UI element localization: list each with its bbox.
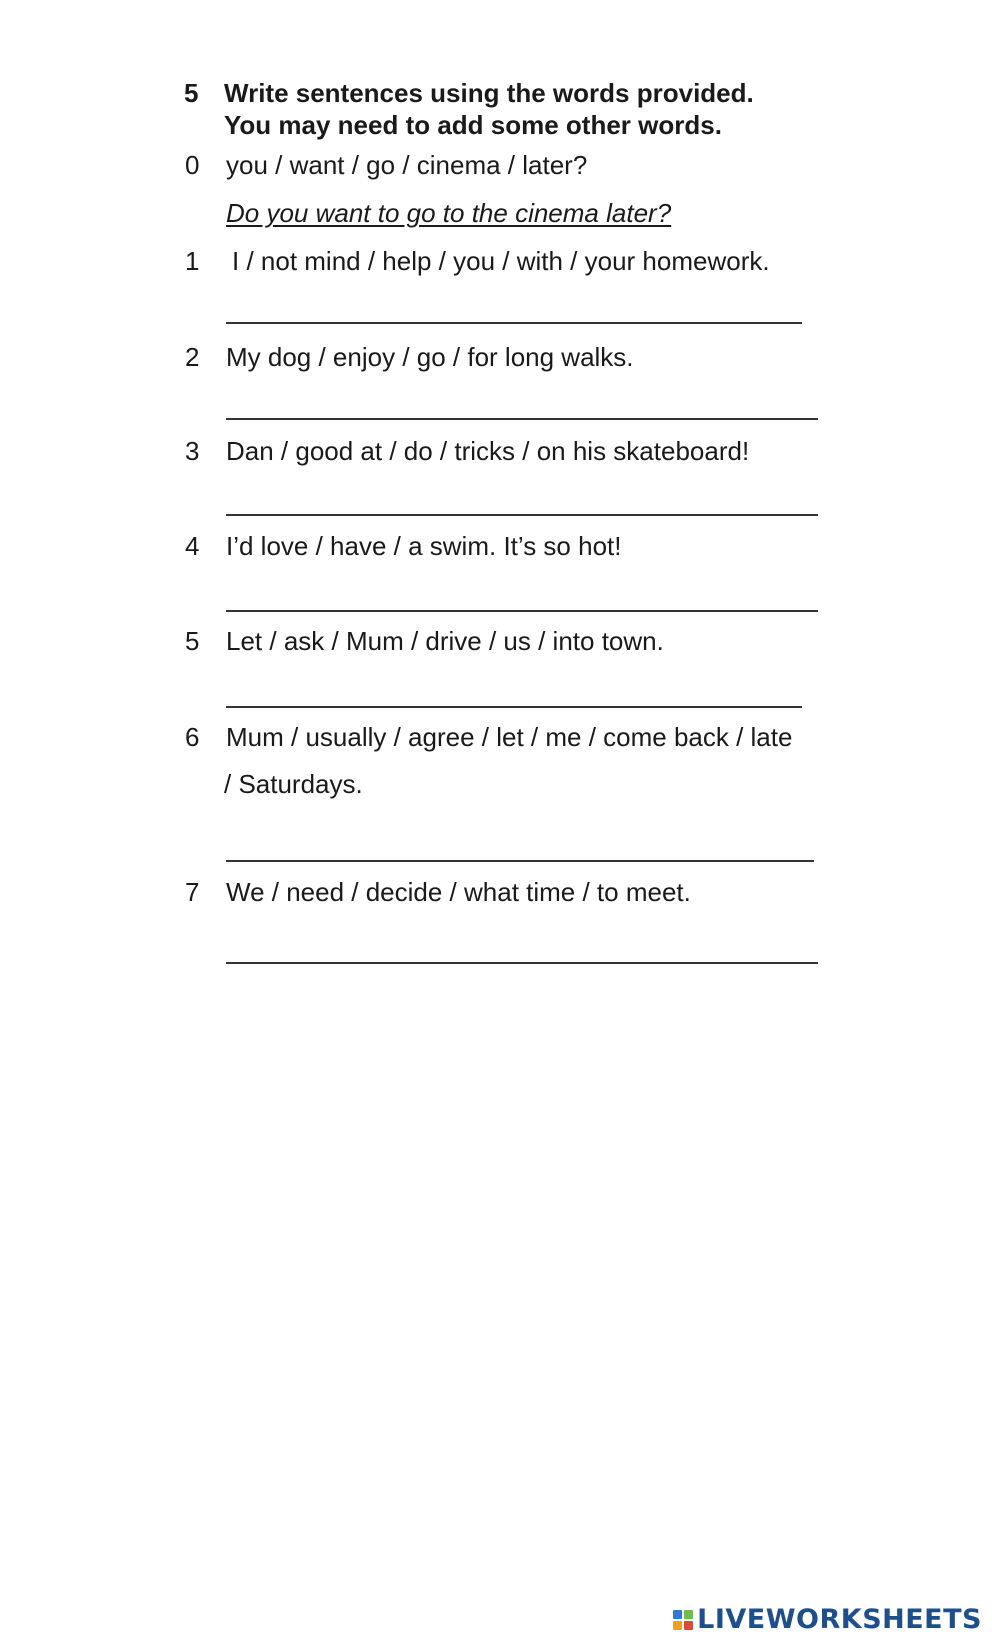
item-number: 1 [185, 246, 200, 276]
item-prompt-line-2: / Saturdays. [224, 769, 363, 799]
answer-line-5[interactable] [226, 706, 802, 708]
answer-line-4[interactable] [226, 610, 818, 612]
answer-line-7[interactable] [226, 962, 818, 964]
item-number: 2 [185, 342, 200, 372]
answer-line-1[interactable] [226, 322, 802, 324]
item-number: 7 [185, 877, 200, 907]
item-prompt: I’d love / have / a swim. It’s so hot! [226, 531, 622, 561]
liveworksheets-brand-text: LIVEWORKSHEETS [697, 1604, 982, 1635]
item-number: 3 [185, 436, 200, 466]
example-prompt: you / want / go / cinema / later? [226, 150, 588, 180]
item-number: 6 [185, 722, 200, 752]
answer-line-2[interactable] [226, 418, 818, 420]
answer-line-3[interactable] [226, 514, 818, 516]
item-prompt: I / not mind / help / you / with / your homework. [232, 246, 770, 276]
item-prompt-line-1: Mum / usually / agree / let / me / come back / late [226, 722, 793, 752]
instruction-line-1: Write sentences using the words provided. [224, 78, 754, 108]
item-prompt: Dan / good at / do / tricks / on his skateboard! [226, 436, 750, 466]
item-number: 5 [185, 626, 200, 656]
exercise-number: 5 [184, 78, 199, 108]
liveworksheets-logo [673, 1604, 982, 1635]
item-prompt: My dog / enjoy / go / for long walks. [226, 342, 634, 372]
instruction-line-2: You may need to add some other words. [224, 110, 722, 140]
liveworksheets-logo-icon [673, 1610, 693, 1630]
item-number: 4 [185, 531, 200, 561]
example-answer: Do you want to go to the cinema later? [226, 198, 672, 228]
item-prompt: Let / ask / Mum / drive / us / into town. [226, 626, 664, 656]
answer-line-6[interactable] [226, 860, 814, 862]
example-number: 0 [185, 150, 200, 180]
item-prompt: We / need / decide / what time / to meet. [226, 877, 691, 907]
